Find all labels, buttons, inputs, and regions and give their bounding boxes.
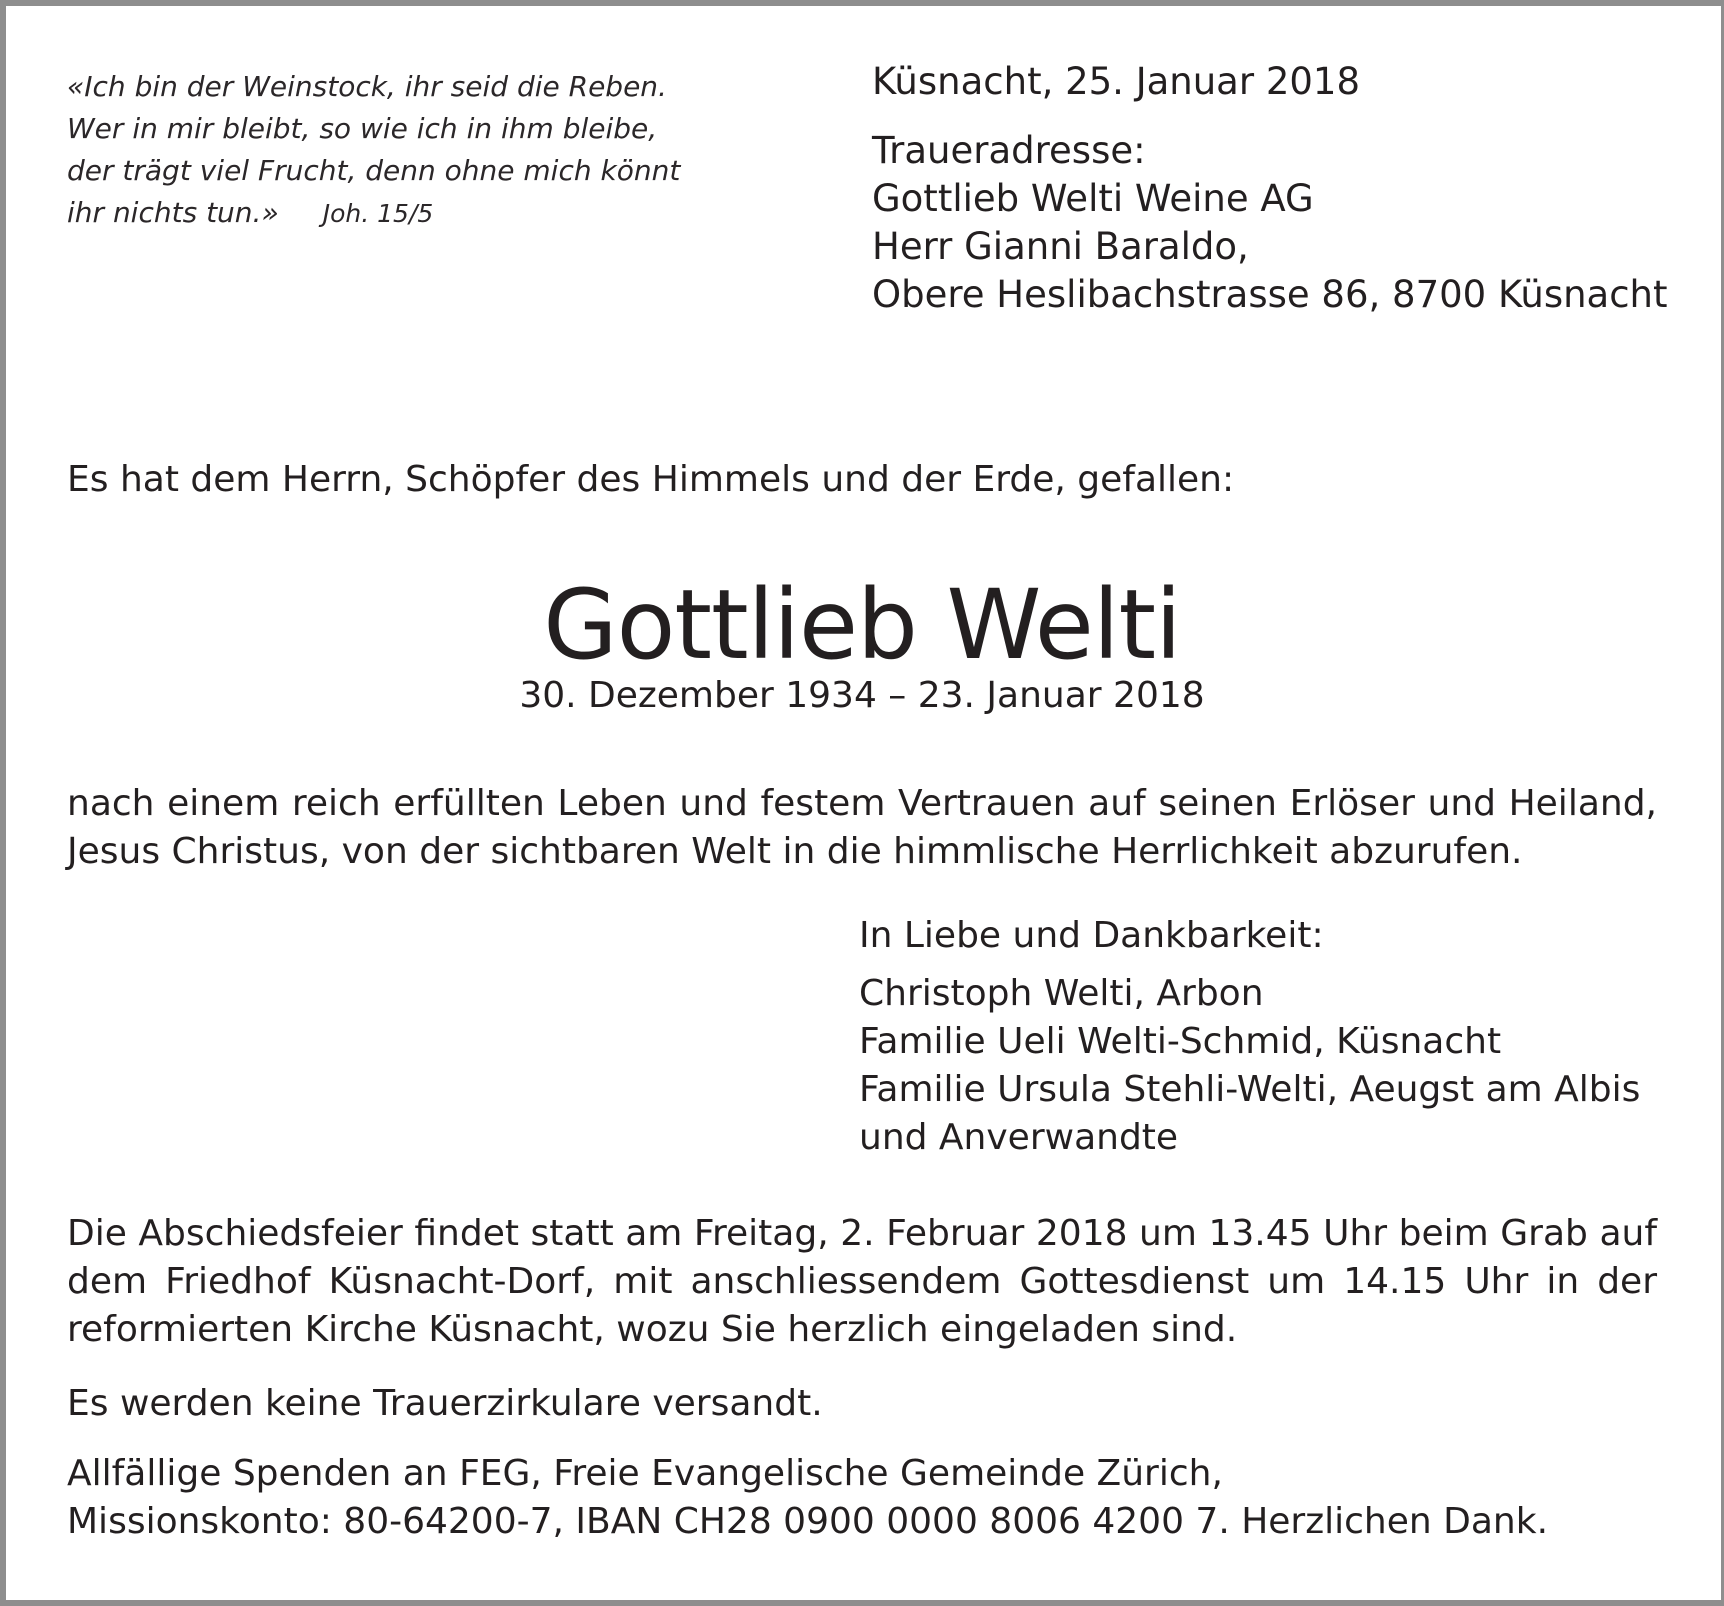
verse-line-end: ihr nichts tun.» bbox=[67, 196, 279, 229]
ceremony-line: reformierten Kirche Küsnacht, wozu Sie herzlich eingeladen sind. bbox=[67, 1309, 1238, 1350]
no-circulars-note: Es werden keine Trauerzirkulare versandt. bbox=[67, 1383, 823, 1424]
mourner-item: Familie Ueli Welti-Schmid, Küsnacht bbox=[859, 1021, 1502, 1062]
verse-line: Wer in mir bleibt, so wie ich in ihm bleibe, bbox=[67, 112, 658, 145]
mourner-item: Familie Ursula Stehli-Welti, Aeugst am Albis bbox=[859, 1069, 1641, 1110]
address-line: Obere Heslibachstrasse 86, 8700 Küsnacht bbox=[872, 273, 1668, 316]
verse-line: der trägt viel Frucht, denn ohne mich könnt bbox=[67, 154, 681, 187]
deceased-name: Gottlieb Welti bbox=[543, 569, 1181, 681]
donation-info bbox=[67, 1450, 1548, 1546]
message-line: Jesus Christus, von der sichtbaren Welt in die himmlische Herrlichkeit abzurufen. bbox=[67, 831, 1523, 872]
donation-line: Missionskonto: 80-64200-7, IBAN CH28 0900 0000 8006 4200 7. Herzlichen Dank. bbox=[67, 1501, 1549, 1542]
mourner-item: Christoph Welti, Arbon bbox=[859, 973, 1264, 1014]
verse-line bbox=[67, 192, 680, 235]
bible-verse bbox=[67, 66, 680, 235]
donation-line: Allfällige Spenden an FEG, Freie Evangelische Gemeinde Zürich, bbox=[67, 1453, 1223, 1494]
mourners-heading: In Liebe und Dankbarkeit: bbox=[859, 915, 1324, 956]
mourners-list bbox=[859, 970, 1640, 1162]
verse-line: «Ich bin der Weinstock, ihr seid die Reben. bbox=[67, 70, 667, 103]
ceremony-paragraph bbox=[67, 1210, 1657, 1354]
mourning-address bbox=[872, 127, 1668, 319]
ceremony-line: dem Friedhof Küsnacht-Dorf, mit anschliessendem Gottesdienst um 14.15 Uhr in der bbox=[67, 1261, 1657, 1302]
ceremony-line: Die Abschiedsfeier findet statt am Freitag, 2. Februar 2018 um 13.45 Uhr beim Grab auf bbox=[67, 1213, 1657, 1254]
intro-text: Es hat dem Herrn, Schöpfer des Himmels und der Erde, gefallen: bbox=[67, 459, 1235, 500]
message-line: nach einem reich erfüllten Leben und festem Vertrauen auf seinen Erlöser und Heiland, bbox=[67, 783, 1657, 824]
address-line: Herr Gianni Baraldo, bbox=[872, 225, 1249, 268]
mourner-item: und Anverwandte bbox=[859, 1117, 1179, 1158]
verse-reference: Joh. 15/5 bbox=[322, 199, 434, 228]
address-line: Gottlieb Welti Weine AG bbox=[872, 177, 1314, 220]
address-label: Traueradresse: bbox=[872, 129, 1146, 172]
message-paragraph bbox=[67, 780, 1657, 876]
lifespan-dates: 30. Dezember 1934 – 23. Januar 2018 bbox=[519, 675, 1205, 716]
place-date: Küsnacht, 25. Januar 2018 bbox=[872, 60, 1360, 103]
